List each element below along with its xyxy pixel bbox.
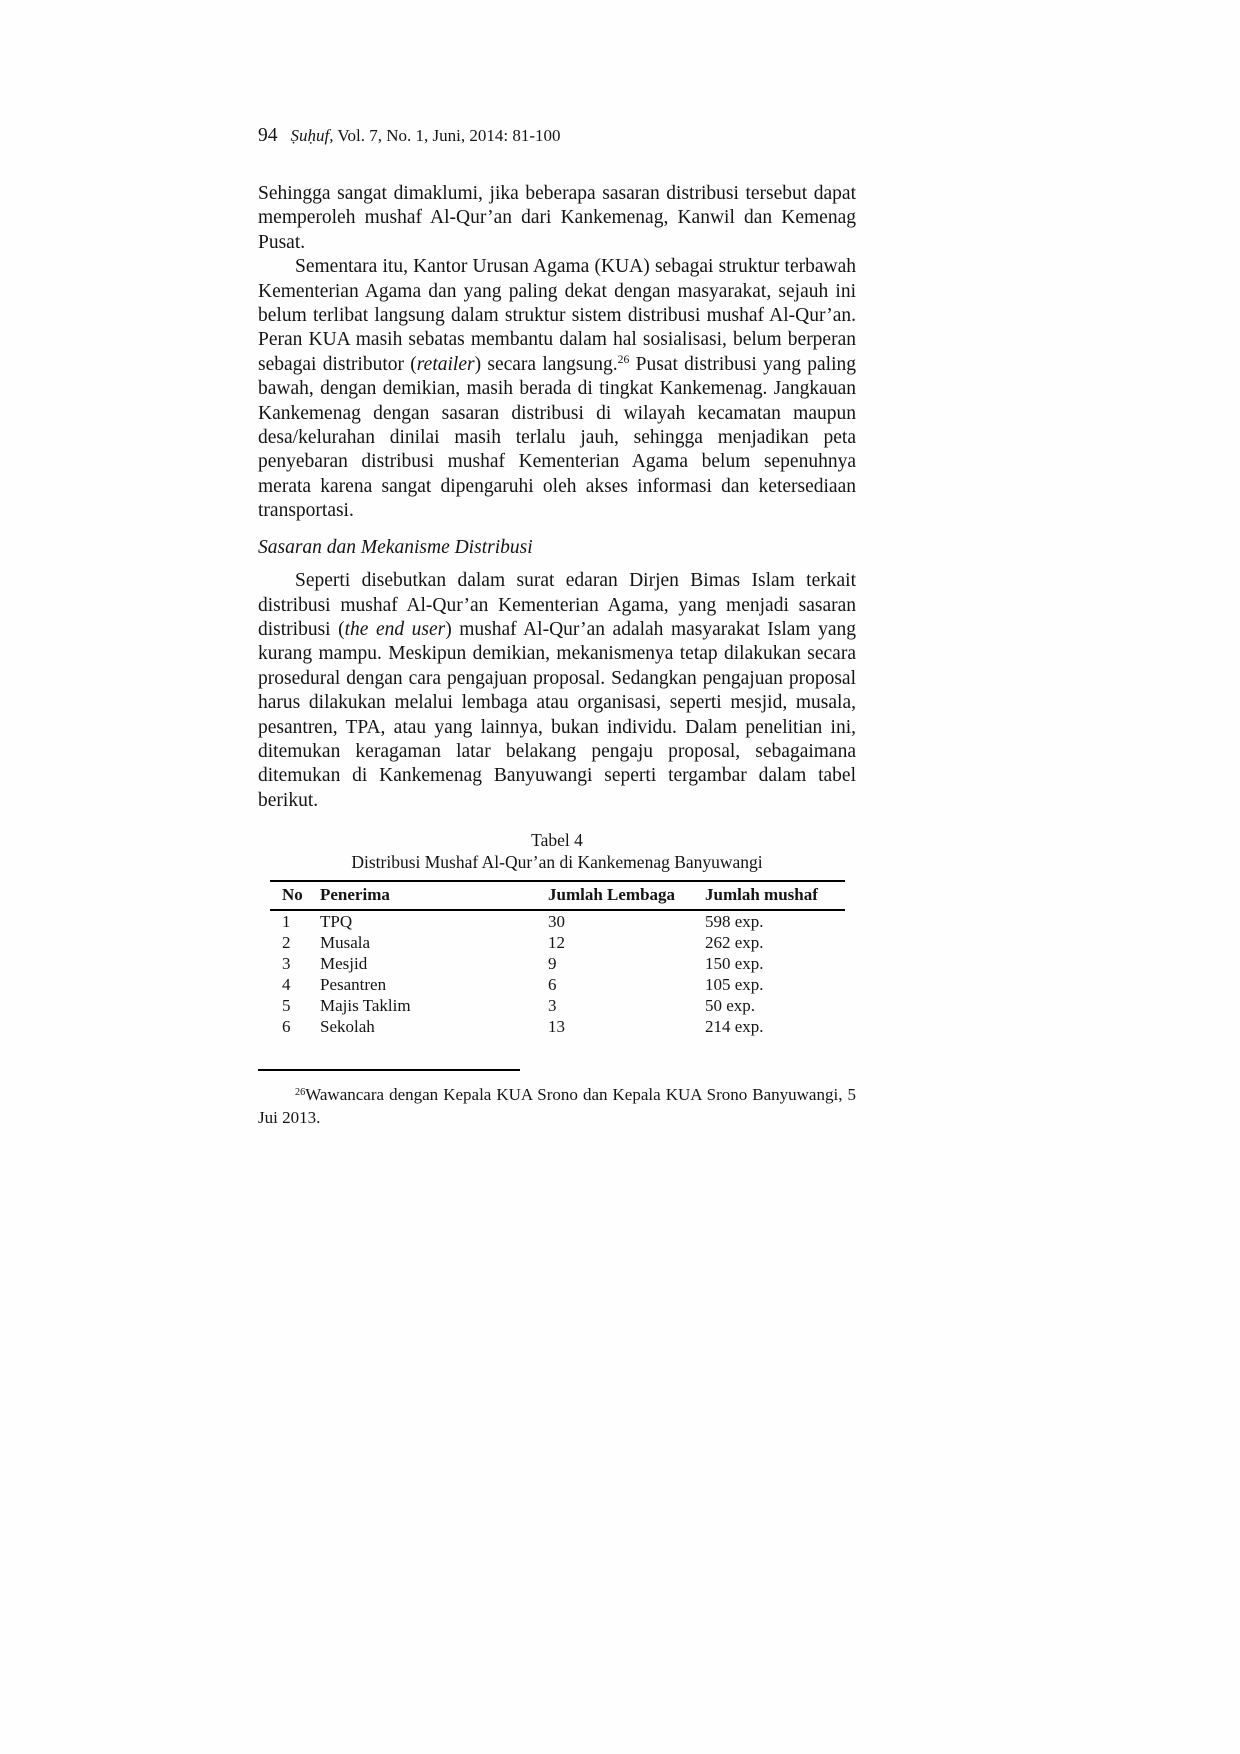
table-cell: 6 (548, 975, 557, 995)
table-cell: 214 exp. (705, 1017, 764, 1037)
text-run: Ṣuḥuf, (290, 126, 334, 145)
table-cell: 30 (548, 912, 565, 932)
table-cell: Sekolah (320, 1017, 375, 1037)
table-cell: 3 (282, 954, 291, 974)
table-cell: 3 (548, 996, 557, 1016)
journal-reference (291, 126, 561, 145)
distribution-table (270, 880, 845, 1037)
table-row (270, 910, 845, 932)
paragraph-2 (258, 255, 856, 523)
table-cell: TPQ (320, 912, 353, 932)
text-run: Seperti disebutkan dalam surat edaran Dirjen Bimas Islam terkait distribusi mushaf Al-Qur’an Kementerian Agama, yang menjadi sasaran distribusi ( (258, 570, 856, 640)
section-heading: Sasaran dan Mekanisme Distribusi (258, 536, 533, 558)
text-run: ) secara langsung. (474, 353, 618, 375)
table-cell: 50 exp. (705, 996, 756, 1016)
page-number: 94 (258, 125, 278, 146)
running-header (258, 124, 856, 148)
footnote-marker: 26 (617, 353, 630, 367)
table-cell: 13 (548, 1017, 565, 1037)
table-caption-title: Tabel 4 (531, 830, 583, 851)
table-cell: 150 exp. (705, 954, 764, 974)
text-run: retailer (416, 353, 475, 375)
table-cell: 5 (282, 996, 291, 1016)
table-header-cell-jumlah-mushaf: Jumlah mushaf (705, 881, 845, 910)
table-row (270, 932, 845, 953)
table-cell: Mesjid (320, 954, 368, 974)
table-cell: Musala (320, 933, 371, 953)
table-cell: 2 (282, 933, 291, 953)
table-header-cell-penerima: Penerima (320, 881, 548, 910)
text-run: Vol. 7, No. 1, Juni, 2014: 81-100 (333, 126, 561, 145)
text-run: the end user (344, 618, 446, 640)
table-cell: 1 (282, 912, 291, 932)
footnote-marker: 26 (295, 1086, 306, 1098)
table-cell: 6 (282, 1017, 291, 1037)
paragraph-3 (258, 569, 856, 813)
table-header-cell-no: No (270, 881, 320, 910)
table-caption (258, 829, 856, 873)
table-row (270, 953, 845, 974)
table-cell: 9 (548, 954, 557, 974)
table-cell: 262 exp. (705, 933, 764, 953)
table-caption-subtitle: Distribusi Mushaf Al-Qur’an di Kankemenag Banyuwangi (351, 852, 763, 873)
table-header-row (270, 881, 845, 910)
footnote-separator (258, 1069, 520, 1071)
table-cell: 598 exp. (705, 912, 764, 932)
table-cell: Majis Taklim (320, 996, 411, 1016)
paragraph-1: Sehingga sangat dimaklumi, jika beberapa sasaran distribusi tersebut dapat memperoleh mushaf Al-Qur’an dari Kankemenag, Kanwil dan Kemenag Pusat. (258, 183, 856, 253)
text-run: Pusat distribusi yang paling bawah, dengan demikian, masih berada di tingkat Kankemenag. Jangkauan Kankemenag dengan sasaran distribusi di wilayah kecamatan maupun desa/kelurahan dinilai masih terlalu jauh, sehingga menjadikan peta penyebaran distribusi mushaf Kementerian Agama belum sepenuhnya merata karena sangat dipengaruhi oleh akses informasi dan ketersediaan transportasi. (258, 353, 857, 522)
table-cell: 4 (282, 975, 291, 995)
table-header-cell-jumlah-lembaga: Jumlah Lembaga (548, 881, 705, 910)
table-cell: 12 (548, 933, 565, 953)
table-cell: 105 exp. (705, 975, 764, 995)
text-run: ) mushaf Al-Qur’an adalah masyarakat Islam yang kurang mampu. Meskipun demikian, mekanismenya tetap dilakukan secara prosedural dengan cara pengajuan proposal. Sedangkan pengajuan proposal harus dilakukan melalui lembaga atau organisasi, seperti mesjid, musala, pesantren, TPA, atau yang lainnya, bukan individu. Dalam penelitian ini, ditemukan keragaman latar belakang pengaju proposal, sebagaimana ditemukan di Kankemenag Banyuwangi seperti tergambar dalam tabel berikut. (258, 618, 856, 811)
table-body (270, 910, 845, 1037)
text-block (258, 124, 856, 1129)
table-row (270, 1016, 845, 1037)
table-cell: Pesantren (320, 975, 387, 995)
table-row (270, 974, 845, 995)
text-run: Wawancara dengan Kepala KUA Srono dan Kepala KUA Srono Banyuwangi, 5 Jui 2013. (258, 1085, 856, 1127)
footnote (258, 1084, 856, 1129)
text-run: Sementara itu, Kantor Urusan Agama (KUA) sebagai struktur terbawah Kementerian Agama dan yang paling dekat dengan masyarakat, sejauh ini belum terlibat langsung dalam struktur sistem distribusi mushaf Al-Qur’an. Peran KUA masih sebatas membantu dalam hal sosialisasi, belum berperan sebagai distributor ( (258, 256, 856, 375)
table-row (270, 995, 845, 1016)
